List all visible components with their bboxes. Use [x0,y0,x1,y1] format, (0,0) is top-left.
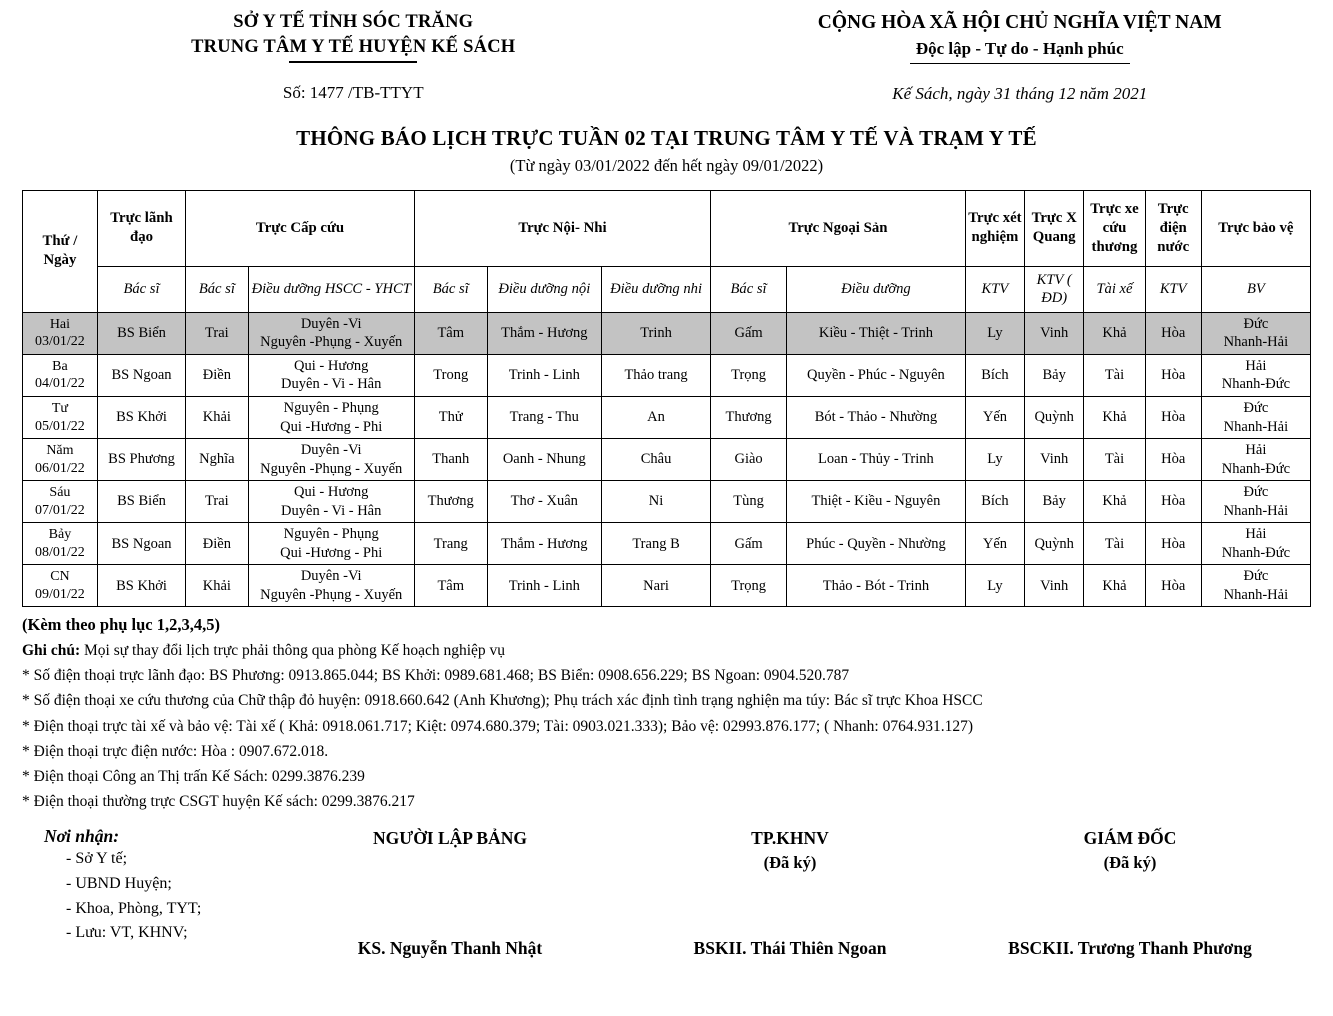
day-name: Ba [52,358,68,374]
director-role: GIÁM ĐỐC [1083,827,1177,848]
cell-emergency-doctor: Trai [186,312,248,354]
col-group-leadership: Trực lãnh đạo [97,190,185,266]
cell-guard-line2: Nhanh-Hải [1223,586,1289,603]
page-subtitle: (Từ ngày 03/01/2022 đến hết ngày 09/01/2022) [509,155,824,175]
cell-guard-line1: Đức [1243,568,1269,585]
note-line: * Điện thoại trực tài xế và bảo vệ: Tài xế ( Khả: 0918.061.717; Kiệt: 0974.680.379; Tài: 0903.021.333); Bảo vệ: 02993.876.177; ( Nhanh: 0764.931.127) [22,717,974,735]
signature-block-khnv [640,826,940,958]
cell-internal-doctor: Tâm [414,312,487,354]
cell-lab-tech: Bích [965,481,1024,523]
cell-driver: Tài [1084,439,1145,481]
subcol-guard: BV [1201,266,1310,312]
subcol-surgery-nurse: Điều dưỡng [787,266,966,312]
cell-utilities-tech: Hòa [1145,312,1201,354]
cell-emergency-nurse-line1: Nguyên - Phụng [283,526,379,543]
cell-emergency-nurse-line2: Qui -Hương - Phi [280,544,383,561]
cell-guard [1201,312,1310,354]
cell-driver: Tài [1084,354,1145,396]
cell-driver: Tài [1084,523,1145,565]
cell-xray-tech: Vinh [1025,565,1084,607]
khnv-role: TP.KHNV [751,827,829,848]
cell-lab-tech: Bích [965,354,1024,396]
cell-internal-nurse: Trang - Thu [487,397,601,439]
cell-day-date [23,354,98,396]
day-date: 09/01/22 [35,586,85,602]
cell-emergency-nurse [248,439,414,481]
day-name: Năm [46,443,74,459]
cell-surgery-doctor: Giào [711,439,787,481]
cell-guard [1201,397,1310,439]
subcol-internal-nurse: Điều dưỡng nội [487,266,601,312]
cell-surgery-doctor: Trọng [711,354,787,396]
cell-surgery-doctor: Tùng [711,481,787,523]
cell-guard [1201,481,1310,523]
cell-internal-nurse: Oanh - Nhung [487,439,601,481]
cell-emergency-nurse [248,565,414,607]
cell-utilities-tech: Hòa [1145,439,1201,481]
cell-utilities-tech: Hòa [1145,354,1201,396]
cell-internal-doctor: Thương [414,481,487,523]
ghichu-text: Mọi sự thay đổi lịch trực phải thông qua phòng Kế hoạch nghiệp vụ [80,642,506,660]
cell-internal-doctor: Thanh [414,439,487,481]
cell-xray-tech: Quỳnh [1025,523,1084,565]
table-row [23,312,1311,354]
cell-emergency-doctor: Trai [186,481,248,523]
cell-day-date [23,523,98,565]
cell-emergency-nurse-line2: Duyên - Vi - Hân [281,376,382,393]
cell-guard-line1: Hải [1245,357,1267,374]
cell-surgery-doctor: Thương [711,397,787,439]
col-group-lab: Trực xét nghiệm [965,190,1024,266]
cell-driver: Khả [1084,397,1145,439]
table-row [23,439,1311,481]
cell-xray-tech: Bảy [1025,354,1084,396]
subcol-internal-doctor: Bác sĩ [414,266,487,312]
cell-emergency-nurse-line2: Nguyên -Phụng - Xuyến [260,334,403,351]
header-left-block [0,10,706,104]
cell-driver: Khả [1084,312,1145,354]
table-row [23,565,1311,607]
day-name: CN [50,569,70,585]
cell-leadership-doctor: BS Phương [97,439,185,481]
cell-emergency-doctor: Khải [186,397,248,439]
ghichu-line [22,638,1311,663]
notes-lines-container [22,663,1311,814]
khnv-name: BSKII. Thái Thiên Ngoan [693,937,887,958]
cell-leadership-doctor: BS Khởi [97,565,185,607]
cell-surgery-nurse: Thiệt - Kiều - Nguyên [787,481,966,523]
cell-surgery-nurse: Bót - Thảo - Nhường [787,397,966,439]
provincial-health-department: SỞ Y TẾ TỈNH SÓC TRĂNG [233,12,474,32]
cell-surgery-doctor: Gấm [711,523,787,565]
national-motto: Độc lập - Tự do - Hạnh phúc [910,36,1130,64]
cell-surgery-nurse: Thảo - Bót - Trinh [787,565,966,607]
cell-internal-nurse: Trinh - Linh [487,354,601,396]
cell-internal-nurse: Thơ - Xuân [487,481,601,523]
header-right-block [706,10,1333,104]
cell-lab-tech: Ly [965,312,1024,354]
cell-surgery-nurse: Quyền - Phúc - Nguyên [787,354,966,396]
cell-xray-tech: Vinh [1025,312,1084,354]
signature-block-director [960,826,1300,958]
cell-guard [1201,565,1310,607]
cell-emergency-nurse [248,354,414,396]
note-line: * Điện thoại Công an Thị trấn Kế Sách: 0299.3876.239 [22,767,365,785]
cell-guard-line2: Nhanh-Hải [1223,334,1289,351]
cell-utilities-tech: Hòa [1145,523,1201,565]
cell-internal-doctor: Trang [414,523,487,565]
subcol-xray-tech: KTV ( ĐD) [1025,266,1084,312]
cell-emergency-doctor: Nghĩa [186,439,248,481]
table-row [23,481,1311,523]
cell-day-date [23,312,98,354]
maker-name: KS. Nguyễn Thanh Nhật [357,937,543,958]
day-date: 04/01/22 [35,376,85,392]
cell-xray-tech: Vinh [1025,439,1084,481]
cell-emergency-nurse [248,481,414,523]
khnv-signed-mark: (Đã ký) [763,853,817,873]
cell-leadership-doctor: BS Ngoan [97,523,185,565]
cell-guard-line1: Hải [1245,526,1267,543]
cell-lab-tech: Ly [965,565,1024,607]
cell-emergency-nurse-line1: Duyên -Vi [300,315,362,332]
header-underline [289,61,417,63]
cell-internal-doctor: Trong [414,354,487,396]
day-date: 07/01/22 [35,502,85,518]
subcol-pediatric-nurse: Điều dưỡng nhi [601,266,710,312]
cell-leadership-doctor: BS Biển [97,312,185,354]
cell-pediatric-nurse: Nari [601,565,710,607]
day-date: 03/01/22 [35,334,85,350]
col-group-ambulance: Trực xe cứu thương [1084,190,1145,266]
cell-surgery-doctor: Trọng [711,565,787,607]
note-line: * Điện thoại trực điện nước: Hòa : 0907.672.018. [22,742,329,760]
recipient-item: - Lưu: VT, KHNV; [66,924,188,942]
cell-pediatric-nurse: Ni [601,481,710,523]
cell-leadership-doctor: BS Ngoan [97,354,185,396]
cell-lab-tech: Yến [965,523,1024,565]
cell-lab-tech: Ly [965,439,1024,481]
cell-day-date [23,439,98,481]
document-header [0,0,1333,104]
cell-utilities-tech: Hòa [1145,565,1201,607]
notes-section [0,613,1333,814]
table-group-header-row [23,190,1311,266]
cell-emergency-doctor: Điền [186,523,248,565]
cell-surgery-doctor: Gấm [711,312,787,354]
cell-guard-line1: Đức [1243,315,1269,332]
table-row [23,523,1311,565]
subcol-emergency-nurse: Điều dưỡng HSCC - YHCT [248,266,414,312]
recipients-title: Nơi nhận: [44,825,120,846]
recipient-item: - Khoa, Phòng, TYT; [66,899,202,917]
document-number: Số: 1477 /TB-TTYT [282,82,424,102]
subcol-lab-tech: KTV [965,266,1024,312]
col-group-xray: Trực X Quang [1025,190,1084,266]
cell-emergency-nurse-line1: Nguyên - Phụng [283,400,379,416]
cell-emergency-nurse [248,397,414,439]
district-medical-center: TRUNG TÂM Y TẾ HUYỆN KẾ SÁCH [191,36,516,57]
cell-driver: Khả [1084,481,1145,523]
col-group-utilities: Trực điện nước [1145,190,1201,266]
cell-guard-line2: Nhanh-Đức [1221,544,1291,561]
cell-guard-line2: Nhanh-Đức [1221,376,1291,393]
day-date: 06/01/22 [35,460,85,476]
cell-driver: Khả [1084,565,1145,607]
subcol-leadership-doctor: Bác sĩ [97,266,185,312]
subcol-surgery-doctor: Bác sĩ [711,266,787,312]
cell-internal-doctor: Tâm [414,565,487,607]
cell-utilities-tech: Hòa [1145,397,1201,439]
cell-lab-tech: Yến [965,397,1024,439]
cell-emergency-nurse-line2: Qui -Hương - Phi [280,418,383,435]
cell-guard-line2: Nhanh-Đức [1221,460,1291,477]
cell-emergency-nurse-line1: Qui - Hương [294,357,369,374]
cell-day-date [23,397,98,439]
cell-internal-nurse: Thắm - Hương [487,312,601,354]
cell-guard [1201,439,1310,481]
recipient-item: - UBND Huyện; [66,874,172,892]
cell-emergency-nurse [248,523,414,565]
cell-guard-line1: Đức [1243,484,1269,501]
col-group-day: Thứ / Ngày [23,190,98,312]
cell-emergency-nurse-line1: Qui - Hương [294,484,369,501]
day-date: 05/01/22 [35,418,85,434]
cell-guard-line2: Nhanh-Hải [1223,502,1289,519]
ghichu-label: Ghi chú: [22,642,81,660]
table-row [23,397,1311,439]
table-body [23,312,1311,607]
cell-emergency-nurse-line1: Duyên -Vi [300,442,362,459]
cell-leadership-doctor: BS Khởi [97,397,185,439]
note-line: * Số điện thoại trực lãnh đạo: BS Phương: 0913.865.044; BS Khởi: 0989.681.468; BS Biển: 0908.656.229; BS Ngoan: 0904.520.787 [22,667,850,685]
note-line: * Điện thoại thường trực CSGT huyện Kế sách: 0299.3876.217 [22,792,415,810]
cell-leadership-doctor: BS Biển [97,481,185,523]
cell-internal-doctor: Thử [414,397,487,439]
cell-xray-tech: Quỳnh [1025,397,1084,439]
cell-surgery-nurse: Phúc - Quyền - Nhường [787,523,966,565]
day-name: Hai [49,316,71,332]
cell-xray-tech: Bảy [1025,481,1084,523]
cell-surgery-nurse: Loan - Thủy - Trinh [787,439,966,481]
day-name: Tư [51,401,68,417]
table-head [23,190,1311,312]
cell-pediatric-nurse: Trinh [601,312,710,354]
subcol-emergency-doctor: Bác sĩ [186,266,248,312]
col-group-emergency: Trực Cấp cứu [186,190,415,266]
cell-day-date [23,565,98,607]
page-title: THÔNG BÁO LỊCH TRỰC TUẦN 02 TẠI TRUNG TÂM Y TẾ VÀ TRẠM Y TẾ [296,125,1037,150]
cell-internal-nurse: Trinh - Linh [487,565,601,607]
recipient-item: - Sở Y tế; [66,849,128,867]
subcol-driver: Tài xế [1084,266,1145,312]
signature-section [0,826,1333,1016]
cell-pediatric-nurse: An [601,397,710,439]
cell-emergency-nurse-line2: Nguyên -Phụng - Xuyến [260,460,403,477]
national-title: CỘNG HÒA XÃ HỘI CHỦ NGHĨA VIỆT NAM [817,12,1222,33]
cell-guard [1201,354,1310,396]
signature-block-maker [300,826,600,958]
col-group-security: Trực bảo vệ [1201,190,1310,266]
cell-internal-nurse: Thắm - Hương [487,523,601,565]
cell-utilities-tech: Hòa [1145,481,1201,523]
cell-guard [1201,523,1310,565]
cell-day-date [23,481,98,523]
cell-emergency-nurse [248,312,414,354]
cell-emergency-nurse-line2: Duyên - Vi - Hân [281,502,382,519]
cell-emergency-nurse-line1: Duyên -Vi [300,568,362,585]
cell-emergency-doctor: Khải [186,565,248,607]
cell-emergency-nurse-line2: Nguyên -Phụng - Xuyến [260,586,403,603]
appendix-note: (Kèm theo phụ lục 1,2,3,4,5) [22,615,220,635]
cell-pediatric-nurse: Châu [601,439,710,481]
cell-surgery-nurse: Kiều - Thiệt - Trinh [787,312,966,354]
day-name: Sáu [49,485,71,501]
director-name: BSCKII. Trương Thanh Phương [1008,937,1252,958]
cell-pediatric-nurse: Trang B [601,523,710,565]
cell-guard-line1: Đức [1243,400,1269,416]
schedule-table-wrapper [0,190,1333,608]
table-sub-header-row [23,266,1311,312]
cell-pediatric-nurse: Thảo trang [601,354,710,396]
cell-guard-line1: Hải [1245,442,1267,459]
day-date: 08/01/22 [35,544,85,560]
col-group-internal-pediatric: Trực Nội- Nhi [414,190,710,266]
place-and-date: Kế Sách, ngày 31 tháng 12 năm 2021 [892,83,1148,103]
cell-guard-line2: Nhanh-Hải [1223,418,1289,435]
maker-role: NGƯỜI LẬP BẢNG [373,827,527,848]
table-row [23,354,1311,396]
day-name: Bảy [48,527,72,543]
director-signed-mark: (Đã ký) [1103,853,1157,873]
cell-emergency-doctor: Điền [186,354,248,396]
note-line: * Số điện thoại xe cứu thương của Chữ thập đỏ huyện: 0918.660.642 (Anh Khương); Phụ trách xác định tình trạng nghiện ma túy: Bác sĩ trực Khoa HSCC [22,692,983,710]
duty-schedule-table [22,190,1311,608]
col-group-surgery-obstetrics: Trực Ngoại Sản [711,190,966,266]
subcol-utilities-tech: KTV [1145,266,1201,312]
